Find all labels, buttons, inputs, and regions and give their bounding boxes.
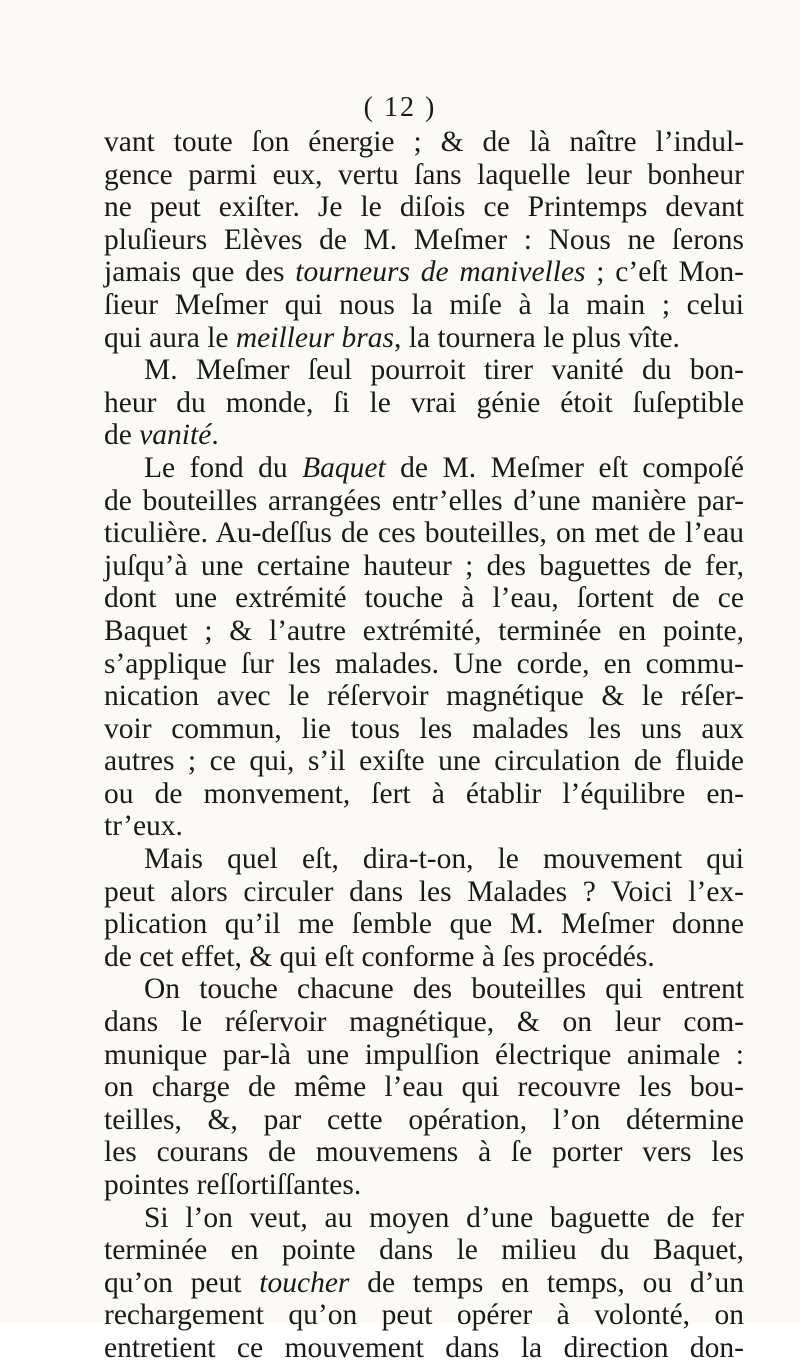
text-line — [104, 256, 744, 289]
text-line: juſqu’à une certaine hauteur ; des baguettes de fer, — [104, 549, 744, 582]
text-line: Mais quel eſt, dira-t-on, le mouvement qui — [144, 843, 744, 876]
text-line: autres ; ce qui, s’il exiſte une circulation de fluide — [104, 745, 744, 778]
text-line: ne peut exiſter. Je le diſois ce Printemps devant — [104, 191, 744, 224]
text-line: ou de monvement, ſert à établir l’équilibre en- — [104, 777, 744, 810]
text-line: munique par-là une impulſion électrique animale : — [104, 1038, 744, 1071]
text-line: terminée en pointe dans le milieu du Baquet, — [104, 1234, 744, 1267]
text-line: rechargement qu’on peut opérer à volonté, on — [104, 1299, 744, 1332]
text-segment: de — [104, 419, 140, 452]
text-segment: ; c’eſt Mon- — [585, 256, 744, 289]
text-line: dans le réſervoir magnétique, & on leur com- — [104, 1006, 744, 1039]
text-line: pointes reſſortiſſantes. — [104, 1169, 362, 1201]
text-line: s’applique ſur les malades. Une corde, en commu- — [104, 647, 744, 680]
text-line: On touche chacune des bouteilles qui entrent — [144, 973, 744, 1006]
italic-text: tourneurs de manivelles — [295, 256, 586, 289]
text-line: pluſieurs Elèves de M. Meſmer : Nous ne ſerons — [104, 223, 744, 256]
text-line: les courans de mouvemens à ſe porter vers les — [104, 1136, 744, 1169]
text-line: de bouteilles arrangées entr’elles d’une manière par- — [104, 484, 744, 517]
text-segment: qu’on peut — [104, 1266, 260, 1299]
text-line — [104, 452, 744, 485]
text-line: nication avec le réſervoir magnétique & le réſer- — [104, 680, 744, 713]
text-line: peut alors circuler dans les Malades ? Voici l’ex- — [104, 875, 744, 908]
italic-text: vanité — [139, 419, 212, 452]
text-line — [104, 419, 744, 452]
text-line: gence parmi eux, vertu ſans laquelle leur bonheur — [104, 158, 744, 191]
italic-text: toucher — [259, 1266, 350, 1299]
text-segment: Le fond du — [144, 451, 303, 484]
text-segment: qui aura le — [104, 321, 236, 354]
text-line: voir commun, lie tous les malades les uns aux — [104, 712, 744, 745]
text-line: Baquet ; & l’autre extrémité, terminée en pointe, — [104, 614, 744, 647]
page-number: ( 12 ) — [363, 92, 437, 123]
text-line: on charge de même l’eau qui recouvre les bou- — [104, 1071, 744, 1104]
text-line: de cet effet, & qui eſt conforme à ſes procédés. — [104, 940, 655, 973]
text-segment: de M. Meſmer eſt compoſé — [385, 451, 745, 484]
text-line: vant toute ſon énergie ; & de là naître l’indul- — [104, 126, 744, 158]
text-line: teilles, &, par cette opération, l’on détermine — [104, 1103, 744, 1136]
italic-text: Baquet — [302, 451, 386, 484]
body-text — [104, 126, 744, 1365]
text-segment: , la tournera le plus vîte. — [394, 321, 680, 354]
text-line: ticulière. Au-deſſus de ces bouteilles, on met de l’eau — [104, 517, 744, 550]
text-segment: de temps en temps, ou d’un — [349, 1266, 744, 1299]
text-line: dont une extrémité touche à l’eau, ſortent de ce — [104, 582, 744, 615]
text-line — [104, 1267, 744, 1300]
text-segment: jamais que des — [104, 256, 296, 289]
text-line: entretient ce mouvement dans la direction don- — [104, 1331, 744, 1364]
text-line: Si l’on veut, au moyen d’une baguette de fer — [144, 1201, 744, 1234]
text-line: ſieur Meſmer qui nous la miſe à la main ; celui — [104, 288, 744, 321]
text-line — [104, 322, 744, 355]
text-line: heur du monde, ſi le vrai génie étoit ſuſeptible — [104, 386, 744, 419]
text-segment: . — [211, 419, 219, 452]
text-line: tr’eux. — [104, 810, 183, 843]
text-line: M. Meſmer ſeul pourroit tirer vanité du bon- — [144, 354, 744, 387]
text-line: plication qu’il me ſemble que M. Meſmer donne — [104, 908, 744, 941]
italic-text: meilleur bras — [235, 321, 395, 354]
